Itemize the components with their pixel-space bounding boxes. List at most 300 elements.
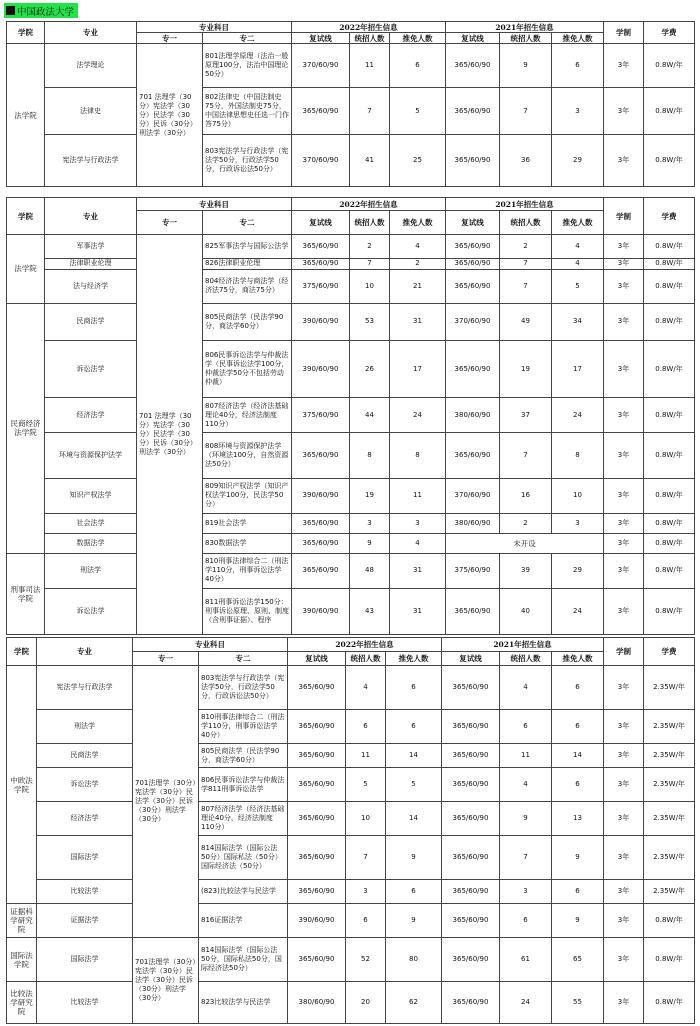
subject2-cell: 810刑事法律综合二（刑法学110分，刑事诉讼法学40分） bbox=[199, 710, 288, 744]
plan-2021: 7 bbox=[500, 88, 552, 134]
years-cell: 3年 bbox=[604, 880, 644, 904]
score-2022: 390/60/90 bbox=[292, 303, 350, 340]
years-cell: 3年 bbox=[604, 88, 644, 134]
fee-cell: 0.8W/年 bbox=[644, 134, 695, 186]
score-2021: 375/60/90 bbox=[446, 553, 500, 588]
score-2021: 365/60/90 bbox=[442, 836, 500, 880]
major-cell: 环境与资源保护法学 bbox=[45, 433, 137, 478]
header-plan-2021: 统招人数 bbox=[500, 33, 552, 44]
exempt-2021: 3 bbox=[552, 513, 604, 534]
school-cell: 比较法学研究院 bbox=[7, 982, 37, 1024]
exempt-2021: 13 bbox=[552, 802, 604, 836]
fee-cell: 0.8W/年 bbox=[644, 44, 695, 88]
years-cell: 3年 bbox=[604, 553, 644, 588]
major-cell: 法与经济学 bbox=[45, 269, 137, 303]
exempt-2021: 34 bbox=[552, 303, 604, 340]
exempt-2022: 31 bbox=[390, 303, 446, 340]
plan-2021: 9 bbox=[500, 44, 552, 88]
exempt-2021: 6 bbox=[552, 710, 604, 744]
subject2-cell: 805民商法学（民法学90分，商法学60分） bbox=[203, 303, 292, 340]
exempt-2022: 5 bbox=[390, 88, 446, 134]
score-2022: 365/60/90 bbox=[292, 235, 350, 259]
exempt-2021: 6 bbox=[552, 666, 604, 710]
fee-cell: 0.8W/年 bbox=[644, 478, 695, 513]
header-subjects: 专业科目 bbox=[137, 22, 292, 33]
score-2021: 365/60/90 bbox=[446, 88, 500, 134]
plan-2021: 7 bbox=[500, 269, 552, 303]
score-2022: 365/60/90 bbox=[292, 88, 350, 134]
plan-2022: 8 bbox=[350, 433, 390, 478]
subject2-cell: 807经济法学（经济法基础理论40分，经济法制度110分） bbox=[199, 802, 288, 836]
major-cell: 国际法学 bbox=[37, 836, 133, 880]
major-cell: 军事法学 bbox=[45, 235, 137, 259]
major-cell: 宪法学与行政法学 bbox=[45, 134, 137, 186]
header-exempt-2021: 推免人数 bbox=[552, 33, 604, 44]
score-2022: 365/60/90 bbox=[288, 768, 346, 802]
fee-cell: 0.8W/年 bbox=[644, 398, 695, 433]
exempt-2022: 4 bbox=[390, 235, 446, 259]
exempt-2021: 4 bbox=[552, 235, 604, 259]
not-offered-cell: 未开设 bbox=[446, 534, 604, 554]
plan-2021: 4 bbox=[500, 768, 552, 802]
major-cell: 诉讼法学 bbox=[45, 588, 137, 634]
table-row bbox=[7, 710, 695, 744]
plan-2022: 52 bbox=[346, 938, 386, 982]
title-square-icon bbox=[6, 6, 15, 15]
header-fee: 学费 bbox=[644, 638, 695, 666]
plan-2022: 26 bbox=[350, 340, 390, 398]
score-2022: 365/60/90 bbox=[288, 744, 346, 768]
exempt-2022: 11 bbox=[390, 478, 446, 513]
subject2-cell: 808环境与资源保护法学（环境法100分，自然资源法50分） bbox=[203, 433, 292, 478]
plan-2021: 9 bbox=[500, 802, 552, 836]
score-2021: 365/60/90 bbox=[442, 938, 500, 982]
years-cell: 3年 bbox=[604, 534, 644, 554]
exempt-2021: 24 bbox=[552, 588, 604, 634]
plan-2022: 3 bbox=[350, 513, 390, 534]
header-sub2: 专二 bbox=[203, 211, 292, 235]
school-cell: 民商经济法学院 bbox=[7, 303, 45, 553]
major-cell: 刑法学 bbox=[37, 710, 133, 744]
header-2022: 2022年招生信息 bbox=[292, 22, 446, 33]
fee-cell: 2.35W/年 bbox=[644, 710, 695, 744]
major-cell: 社会法学 bbox=[45, 513, 137, 534]
score-2022: 365/60/90 bbox=[292, 433, 350, 478]
score-2021: 365/60/90 bbox=[446, 340, 500, 398]
subject2-cell: 814国际法学（国际公法50分）国际私法（50分）国际经济法（50分） bbox=[199, 836, 288, 880]
table-row bbox=[7, 553, 695, 588]
header-2021: 2021年招生信息 bbox=[446, 22, 604, 33]
years-cell: 3年 bbox=[604, 666, 644, 710]
fee-cell: 0.8W/年 bbox=[644, 88, 695, 134]
header-2021: 2021年招生信息 bbox=[446, 198, 604, 211]
fee-cell: 0.8W/年 bbox=[644, 235, 695, 259]
years-cell: 3年 bbox=[604, 44, 644, 88]
plan-2021: 11 bbox=[500, 744, 552, 768]
exempt-2022: 17 bbox=[390, 340, 446, 398]
exempt-2021: 10 bbox=[552, 478, 604, 513]
score-2022: 365/60/90 bbox=[288, 802, 346, 836]
header-plan-2021: 统招人数 bbox=[500, 211, 552, 235]
header-plan-2022: 统招人数 bbox=[350, 211, 390, 235]
plan-2022: 10 bbox=[346, 802, 386, 836]
plan-2021: 19 bbox=[500, 340, 552, 398]
score-2022: 365/60/90 bbox=[288, 880, 346, 904]
school-cell: 国际法学院 bbox=[7, 938, 37, 982]
table-row bbox=[7, 235, 695, 259]
plan-2021: 2 bbox=[500, 235, 552, 259]
exempt-2021: 9 bbox=[552, 904, 604, 938]
subject2-cell: 801法理学原理（法治一般原理100分，法治中国理论50分） bbox=[203, 44, 292, 88]
header-plan-2022: 统招人数 bbox=[350, 33, 390, 44]
header-exempt-2022: 推免人数 bbox=[386, 652, 442, 666]
table-row bbox=[7, 836, 695, 880]
score-2021: 365/60/90 bbox=[442, 904, 500, 938]
school-cell: 法学院 bbox=[7, 235, 45, 304]
plan-2021: 7 bbox=[500, 258, 552, 269]
table-row bbox=[7, 258, 695, 269]
score-2022: 365/60/90 bbox=[292, 534, 350, 554]
header-fee: 学费 bbox=[644, 198, 695, 235]
exempt-2022: 14 bbox=[386, 802, 442, 836]
score-2021: 380/60/90 bbox=[446, 513, 500, 534]
score-2022: 390/60/90 bbox=[292, 478, 350, 513]
major-cell: 法律史 bbox=[45, 88, 137, 134]
exempt-2021: 4 bbox=[552, 258, 604, 269]
plan-2022: 19 bbox=[350, 478, 390, 513]
exempt-2022: 31 bbox=[390, 588, 446, 634]
score-2022: 365/60/90 bbox=[292, 258, 350, 269]
exempt-2022: 14 bbox=[386, 744, 442, 768]
plan-2021: 4 bbox=[500, 666, 552, 710]
plan-2022: 5 bbox=[346, 768, 386, 802]
fee-cell: 0.8W/年 bbox=[644, 433, 695, 478]
score-2021: 365/60/90 bbox=[442, 802, 500, 836]
exempt-2021: 14 bbox=[552, 744, 604, 768]
plan-2022: 41 bbox=[350, 134, 390, 186]
admission-table-3 bbox=[6, 637, 695, 1024]
header-years: 学制 bbox=[604, 198, 644, 235]
plan-2021: 6 bbox=[500, 710, 552, 744]
score-2021: 365/60/90 bbox=[446, 258, 500, 269]
header-exempt-2022: 推免人数 bbox=[390, 211, 446, 235]
score-2022: 390/60/90 bbox=[288, 904, 346, 938]
subject2-cell: 825军事法学与国际公法学 bbox=[203, 235, 292, 259]
major-cell: 民商法学 bbox=[45, 303, 137, 340]
exempt-2022: 62 bbox=[386, 982, 442, 1024]
plan-2022: 11 bbox=[350, 44, 390, 88]
subject2-cell: 809知识产权法学（知识产权法学100分，民法学50分） bbox=[203, 478, 292, 513]
fee-cell: 2.35W/年 bbox=[644, 880, 695, 904]
score-2022: 365/60/90 bbox=[292, 513, 350, 534]
subject2-cell: 806民事诉讼法学与仲裁法学811刑事诉讼法学 bbox=[199, 768, 288, 802]
table-row bbox=[7, 478, 695, 513]
subject2-cell: 807经济法学（经济法基础理论40分，经济法制度110分） bbox=[203, 398, 292, 433]
header-years: 学制 bbox=[604, 22, 644, 44]
exempt-2021: 5 bbox=[552, 269, 604, 303]
plan-2022: 10 bbox=[350, 269, 390, 303]
plan-2022: 3 bbox=[346, 880, 386, 904]
subject2-cell: 826法律职业伦理 bbox=[203, 258, 292, 269]
plan-2021: 24 bbox=[500, 982, 552, 1024]
exempt-2022: 25 bbox=[390, 134, 446, 186]
plan-2022: 7 bbox=[350, 88, 390, 134]
major-cell: 知识产权法学 bbox=[45, 478, 137, 513]
plan-2022: 20 bbox=[346, 982, 386, 1024]
exempt-2022: 8 bbox=[390, 433, 446, 478]
major-cell: 法律职业伦理 bbox=[45, 258, 137, 269]
header-plan-2021: 统招人数 bbox=[500, 652, 552, 666]
exempt-2021: 3 bbox=[552, 88, 604, 134]
fee-cell: 0.8W/年 bbox=[644, 588, 695, 634]
exempt-2021: 29 bbox=[552, 553, 604, 588]
header-subjects: 专业科目 bbox=[137, 198, 292, 211]
fee-cell: 2.35W/年 bbox=[644, 744, 695, 768]
table-row bbox=[7, 904, 695, 938]
years-cell: 3年 bbox=[604, 904, 644, 938]
fee-cell: 0.8W/年 bbox=[644, 553, 695, 588]
header-score-2021: 复试线 bbox=[446, 33, 500, 44]
exempt-2022: 2 bbox=[390, 258, 446, 269]
score-2021: 365/60/90 bbox=[442, 710, 500, 744]
years-cell: 3年 bbox=[604, 938, 644, 982]
major-cell: 刑法学 bbox=[45, 553, 137, 588]
table-row bbox=[7, 340, 695, 398]
score-2022: 365/60/90 bbox=[288, 666, 346, 710]
score-2022: 390/60/90 bbox=[292, 340, 350, 398]
table-row bbox=[7, 802, 695, 836]
header-sub2: 专二 bbox=[203, 33, 292, 44]
score-2021: 370/60/90 bbox=[446, 303, 500, 340]
page-title-highlight bbox=[4, 3, 78, 18]
header-sub1: 专一 bbox=[137, 33, 203, 44]
years-cell: 3年 bbox=[604, 513, 644, 534]
exempt-2021: 9 bbox=[552, 836, 604, 880]
major-cell: 民商法学 bbox=[37, 744, 133, 768]
plan-2022: 48 bbox=[350, 553, 390, 588]
plan-2021: 36 bbox=[500, 134, 552, 186]
header-major: 专业 bbox=[37, 638, 133, 666]
table-row bbox=[7, 433, 695, 478]
score-2021: 365/60/90 bbox=[446, 433, 500, 478]
exempt-2021: 55 bbox=[552, 982, 604, 1024]
subject2-cell: 804经济法学与商法学（经济法75分，商法75分） bbox=[203, 269, 292, 303]
years-cell: 3年 bbox=[604, 303, 644, 340]
score-2021: 365/60/90 bbox=[446, 134, 500, 186]
header-major: 专业 bbox=[45, 198, 137, 235]
exempt-2021: 29 bbox=[552, 134, 604, 186]
subject2-cell: 806民事诉讼法学与仲裁法学（民事诉讼法学100分，仲裁法学50分不包括劳动仲裁） bbox=[203, 340, 292, 398]
header-major: 专业 bbox=[45, 22, 137, 44]
table-row bbox=[7, 880, 695, 904]
fee-cell: 0.8W/年 bbox=[644, 303, 695, 340]
exempt-2022: 9 bbox=[386, 836, 442, 880]
plan-2021: 39 bbox=[500, 553, 552, 588]
years-cell: 3年 bbox=[604, 134, 644, 186]
score-2022: 380/60/90 bbox=[288, 982, 346, 1024]
years-cell: 3年 bbox=[604, 588, 644, 634]
fee-cell: 2.35W/年 bbox=[644, 836, 695, 880]
score-2021: 365/60/90 bbox=[442, 768, 500, 802]
score-2022: 390/60/90 bbox=[292, 588, 350, 634]
header-2021: 2021年招生信息 bbox=[442, 638, 604, 652]
score-2021: 365/60/90 bbox=[442, 666, 500, 710]
table-row bbox=[7, 938, 695, 982]
plan-2022: 44 bbox=[350, 398, 390, 433]
exempt-2022: 6 bbox=[386, 710, 442, 744]
header-sub2: 专二 bbox=[199, 652, 288, 666]
plan-2021: 16 bbox=[500, 478, 552, 513]
exempt-2022: 24 bbox=[390, 398, 446, 433]
plan-2021: 49 bbox=[500, 303, 552, 340]
score-2022: 365/60/90 bbox=[288, 710, 346, 744]
exempt-2021: 8 bbox=[552, 433, 604, 478]
subject1-cell: 701法理学（30分）宪法学（30分）民法学（30分）民诉（30分）刑法学（30分） bbox=[133, 666, 199, 938]
score-2021: 365/60/90 bbox=[446, 44, 500, 88]
header-years: 学制 bbox=[604, 638, 644, 666]
header-score-2022: 复试线 bbox=[292, 211, 350, 235]
plan-2022: 11 bbox=[346, 744, 386, 768]
header-exempt-2021: 推免人数 bbox=[552, 652, 604, 666]
exempt-2022: 31 bbox=[390, 553, 446, 588]
table-row bbox=[7, 134, 695, 186]
plan-2022: 53 bbox=[350, 303, 390, 340]
header-sub1: 专一 bbox=[133, 652, 199, 666]
table-row bbox=[7, 982, 695, 1024]
fee-cell: 0.8W/年 bbox=[644, 938, 695, 982]
major-cell: 经济法学 bbox=[37, 802, 133, 836]
subject2-cell: 830数据法学 bbox=[203, 534, 292, 554]
header-2022: 2022年招生信息 bbox=[288, 638, 442, 652]
table-row bbox=[7, 398, 695, 433]
years-cell: 3年 bbox=[604, 235, 644, 259]
fee-cell: 0.8W/年 bbox=[644, 258, 695, 269]
exempt-2022: 80 bbox=[386, 938, 442, 982]
header-school: 学院 bbox=[7, 638, 37, 666]
score-2021: 380/60/90 bbox=[446, 398, 500, 433]
subject2-cell: 805民商法学（民法学90分，商法学60分） bbox=[199, 744, 288, 768]
header-2022: 2022年招生信息 bbox=[292, 198, 446, 211]
major-cell: 比较法学 bbox=[37, 982, 133, 1024]
plan-2022: 6 bbox=[346, 710, 386, 744]
header-school: 学院 bbox=[7, 22, 45, 44]
major-cell: 诉讼法学 bbox=[45, 340, 137, 398]
exempt-2022: 6 bbox=[386, 880, 442, 904]
subject2-cell: 810刑事法律综合二（刑法学110分，刑事诉讼法学40分） bbox=[203, 553, 292, 588]
subject2-cell: 814国际法学（国际公法50分，国际私法50分，国际经济法50分） bbox=[199, 938, 288, 982]
header-exempt-2021: 推免人数 bbox=[552, 211, 604, 235]
table-row bbox=[7, 588, 695, 634]
plan-2021: 7 bbox=[500, 836, 552, 880]
plan-2022: 7 bbox=[346, 836, 386, 880]
header-score-2022: 复试线 bbox=[292, 33, 350, 44]
score-2022: 370/60/90 bbox=[292, 44, 350, 88]
years-cell: 3年 bbox=[604, 478, 644, 513]
table-row bbox=[7, 513, 695, 534]
exempt-2021: 24 bbox=[552, 398, 604, 433]
major-cell: 经济法学 bbox=[45, 398, 137, 433]
subject2-cell: 816证据法学 bbox=[199, 904, 288, 938]
years-cell: 3年 bbox=[604, 982, 644, 1024]
subject2-cell: 803宪法学与行政法学（宪法学50分，行政法学50分，行政诉讼法50分） bbox=[203, 134, 292, 186]
plan-2021: 61 bbox=[500, 938, 552, 982]
header-fee: 学费 bbox=[644, 22, 695, 44]
score-2022: 375/60/90 bbox=[292, 398, 350, 433]
exempt-2022: 21 bbox=[390, 269, 446, 303]
plan-2021: 6 bbox=[500, 904, 552, 938]
fee-cell: 0.8W/年 bbox=[644, 904, 695, 938]
fee-cell: 0.8W/年 bbox=[644, 982, 695, 1024]
years-cell: 3年 bbox=[604, 836, 644, 880]
score-2021: 365/60/90 bbox=[446, 269, 500, 303]
subject2-cell: (823)比较法学与民法学 bbox=[199, 880, 288, 904]
header-score-2022: 复试线 bbox=[288, 652, 346, 666]
years-cell: 3年 bbox=[604, 744, 644, 768]
score-2021: 365/60/90 bbox=[446, 235, 500, 259]
subject2-cell: 802法律史（中国法制史75分，外国法制史75分，中国法律思想史任选一门作答75分） bbox=[203, 88, 292, 134]
plan-2022: 43 bbox=[350, 588, 390, 634]
fee-cell: 0.8W/年 bbox=[644, 340, 695, 398]
score-2021: 365/60/90 bbox=[442, 880, 500, 904]
school-cell: 刑事司法学院 bbox=[7, 553, 45, 634]
exempt-2022: 5 bbox=[386, 768, 442, 802]
score-2021: 370/60/90 bbox=[446, 478, 500, 513]
exempt-2021: 65 bbox=[552, 938, 604, 982]
plan-2022: 9 bbox=[350, 534, 390, 554]
school-cell: 证据科学研究院 bbox=[7, 904, 37, 938]
years-cell: 3年 bbox=[604, 269, 644, 303]
exempt-2021: 6 bbox=[552, 768, 604, 802]
table-row bbox=[7, 534, 695, 554]
exempt-2022: 4 bbox=[390, 534, 446, 554]
plan-2022: 6 bbox=[346, 904, 386, 938]
subject1-cell: 701 法理学（30分）宪法学（30分）民法学（30分）民诉（30分）刑法学（30分） bbox=[137, 44, 203, 187]
plan-2022: 7 bbox=[350, 258, 390, 269]
major-cell: 诉讼法学 bbox=[37, 768, 133, 802]
years-cell: 3年 bbox=[604, 340, 644, 398]
score-2021: 365/60/90 bbox=[442, 744, 500, 768]
score-2022: 370/60/90 bbox=[292, 134, 350, 186]
table-row bbox=[7, 303, 695, 340]
subject2-cell: 823比较法学与民法学 bbox=[199, 982, 288, 1024]
fee-cell: 0.8W/年 bbox=[644, 269, 695, 303]
fee-cell: 0.8W/年 bbox=[644, 513, 695, 534]
plan-2021: 40 bbox=[500, 588, 552, 634]
plan-2021: 3 bbox=[500, 880, 552, 904]
school-cell: 法学院 bbox=[7, 44, 45, 187]
subject2-cell: 819社会法学 bbox=[203, 513, 292, 534]
table-row bbox=[7, 744, 695, 768]
header-subjects: 专业科目 bbox=[133, 638, 288, 652]
header-school: 学院 bbox=[7, 198, 45, 235]
plan-2022: 2 bbox=[350, 235, 390, 259]
plan-2021: 7 bbox=[500, 433, 552, 478]
exempt-2022: 3 bbox=[390, 513, 446, 534]
header-exempt-2022: 推免人数 bbox=[390, 33, 446, 44]
exempt-2022: 6 bbox=[390, 44, 446, 88]
subject1-cell: 701 法理学（30分）宪法学（30分）民法学（30分）民诉（30分）刑法学（30分） bbox=[137, 235, 203, 635]
table-row bbox=[7, 768, 695, 802]
years-cell: 3年 bbox=[604, 802, 644, 836]
years-cell: 3年 bbox=[604, 433, 644, 478]
score-2022: 365/60/90 bbox=[292, 553, 350, 588]
fee-cell: 2.35W/年 bbox=[644, 802, 695, 836]
header-score-2021: 复试线 bbox=[446, 211, 500, 235]
exempt-2022: 6 bbox=[386, 666, 442, 710]
major-cell: 证据法学 bbox=[37, 904, 133, 938]
years-cell: 3年 bbox=[604, 710, 644, 744]
plan-2022: 4 bbox=[346, 666, 386, 710]
